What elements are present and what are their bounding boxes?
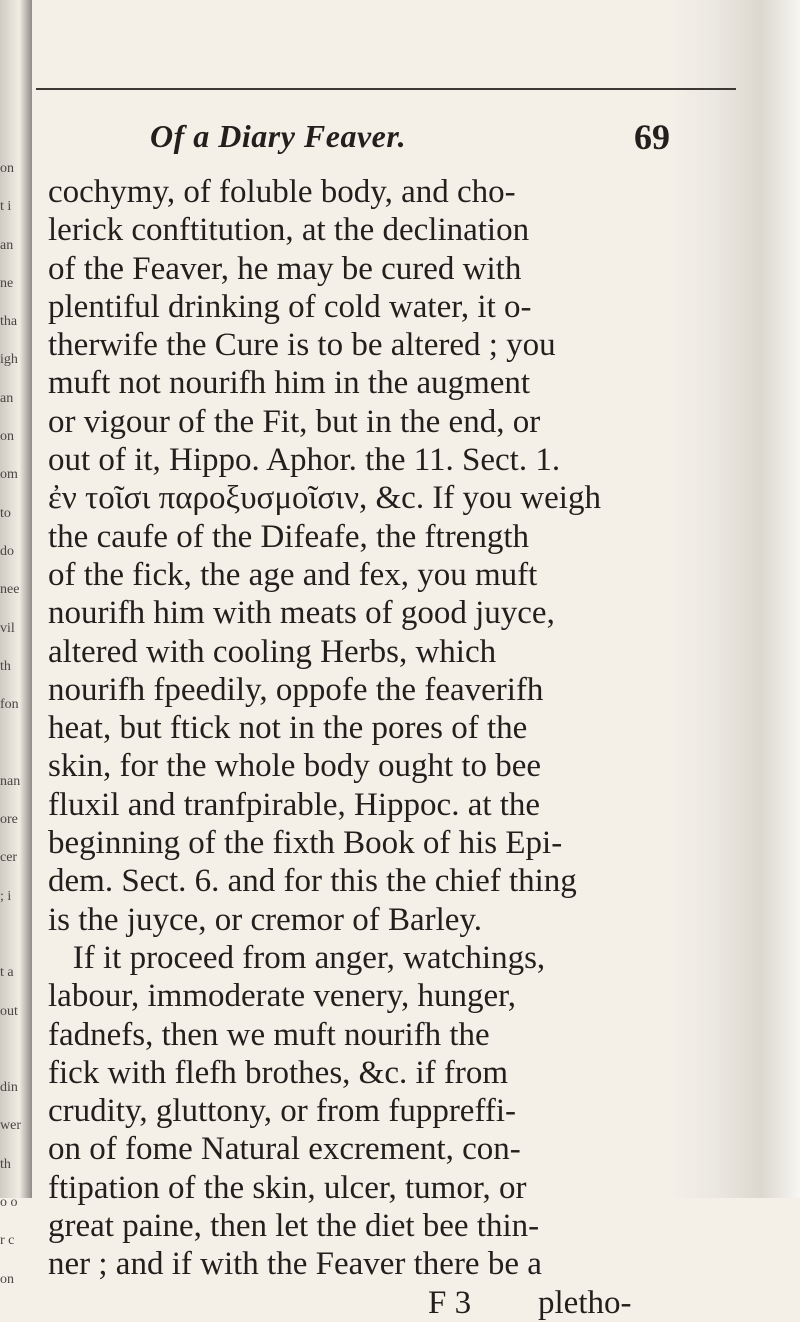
- text-line: crudity, gluttony, or from fuppreffi-: [48, 1093, 516, 1130]
- running-title: Of a Diary Feaver.: [150, 118, 407, 154]
- text-line: ἐν τοῖσι παροξυσμοῖσιν, &c. If you weigh: [48, 480, 601, 517]
- catch-line: [48, 1284, 688, 1322]
- text-line: beginning of the fixth Book of his Epi-: [48, 825, 563, 862]
- margin-fragment: om: [0, 467, 18, 483]
- text-line: the caufe of the Difeafe, the ftrength: [48, 518, 529, 555]
- margin-fragment: nan: [0, 773, 21, 789]
- text-line: nourifh him with meats of good juyce,: [48, 595, 555, 632]
- text-line: heat, but ftick not in the pores of the: [48, 710, 528, 747]
- margin-fragment: to: [0, 505, 11, 521]
- text-line: ftipation of the skin, ulcer, tumor, or: [48, 1169, 527, 1206]
- body-text: [48, 173, 688, 1322]
- text-line: therwife the Cure is to be altered ; you: [48, 327, 556, 364]
- text-line: muft not nourifh him in the augment: [48, 365, 531, 402]
- top-rule: [36, 88, 736, 90]
- margin-fragment: cer: [0, 850, 18, 866]
- text-line: fadnefs, then we muft nourifh the: [48, 1016, 490, 1053]
- margin-fragment: fon: [0, 697, 19, 713]
- margin-fragment: th: [0, 1156, 11, 1172]
- text-line: is the juyce, or cremor of Barley.: [48, 901, 483, 938]
- text-line: plentiful drinking of cold water, it o-: [48, 288, 532, 325]
- margin-fragment: vil: [0, 620, 15, 636]
- margin-fragment: nee: [0, 582, 20, 598]
- signature-mark: F 3: [428, 1284, 472, 1321]
- catchword: pletho-: [538, 1284, 632, 1321]
- margin-fragment: th: [0, 658, 11, 674]
- text-line: on of fome Natural excrement, con-: [48, 1131, 521, 1168]
- page-edge: [670, 0, 800, 1198]
- margin-fragment: tha: [0, 314, 18, 330]
- margin-fragment: r c: [0, 1233, 15, 1249]
- margin-fragment: on: [0, 161, 14, 176]
- text-line: fick with flefh brothes, &c. if from: [48, 1054, 509, 1091]
- text-line: ner ; and if with the Feaver there be a: [48, 1246, 542, 1283]
- text-line: dem. Sect. 6. and for this the chief thing: [48, 863, 577, 900]
- margin-fragment: ne: [0, 275, 14, 291]
- margin-fragment: out: [0, 1003, 18, 1019]
- text-line: nourifh fpeedily, oppofe the feaverifh: [48, 671, 544, 708]
- text-line: skin, for the whole body ought to bee: [48, 748, 542, 785]
- text-line: cochymy, of foluble body, and cho-: [48, 174, 516, 210]
- margin-fragment: [0, 1031, 30, 1069]
- margin-fragment: o o: [0, 1195, 18, 1211]
- margin-fragment: an: [0, 237, 14, 253]
- text-line: lerick conftitution, at the declination: [48, 212, 530, 249]
- margin-fragment: [0, 916, 30, 954]
- margin-fragment: t a: [0, 965, 14, 981]
- left-margin-fragments: [0, 150, 30, 1299]
- margin-fragment: on: [0, 429, 14, 445]
- margin-fragment: [0, 724, 30, 762]
- margin-fragment: on: [0, 1271, 14, 1287]
- margin-fragment: ; i: [0, 888, 12, 904]
- text-line: great paine, then let the diet bee thin-: [48, 1208, 540, 1245]
- page-number: 69: [634, 117, 670, 157]
- text-line: or vigour of the Fit, but in the end, or: [48, 403, 541, 440]
- text-line: out of it, Hippo. Aphor. the 11. Sect. 1.: [48, 442, 561, 479]
- margin-fragment: t i: [0, 199, 12, 215]
- margin-fragment: an: [0, 390, 14, 406]
- text-line: of the Feaver, he may be cured with: [48, 250, 522, 287]
- margin-fragment: ore: [0, 812, 18, 828]
- text-line: of the fick, the age and fex, you muft: [48, 556, 538, 593]
- margin-fragment: wer: [0, 1118, 21, 1134]
- page-header: [150, 117, 670, 168]
- text-line: If it proceed from anger, watchings,: [48, 939, 546, 976]
- margin-fragment: igh: [0, 352, 18, 368]
- text-line: labour, immoderate venery, hunger,: [48, 978, 517, 1015]
- margin-fragment: din: [0, 1080, 18, 1096]
- text-line: fluxil and tranfpirable, Hippoc. at the: [48, 786, 541, 823]
- text-line: altered with cooling Herbs, which: [48, 633, 497, 670]
- margin-fragment: do: [0, 543, 14, 559]
